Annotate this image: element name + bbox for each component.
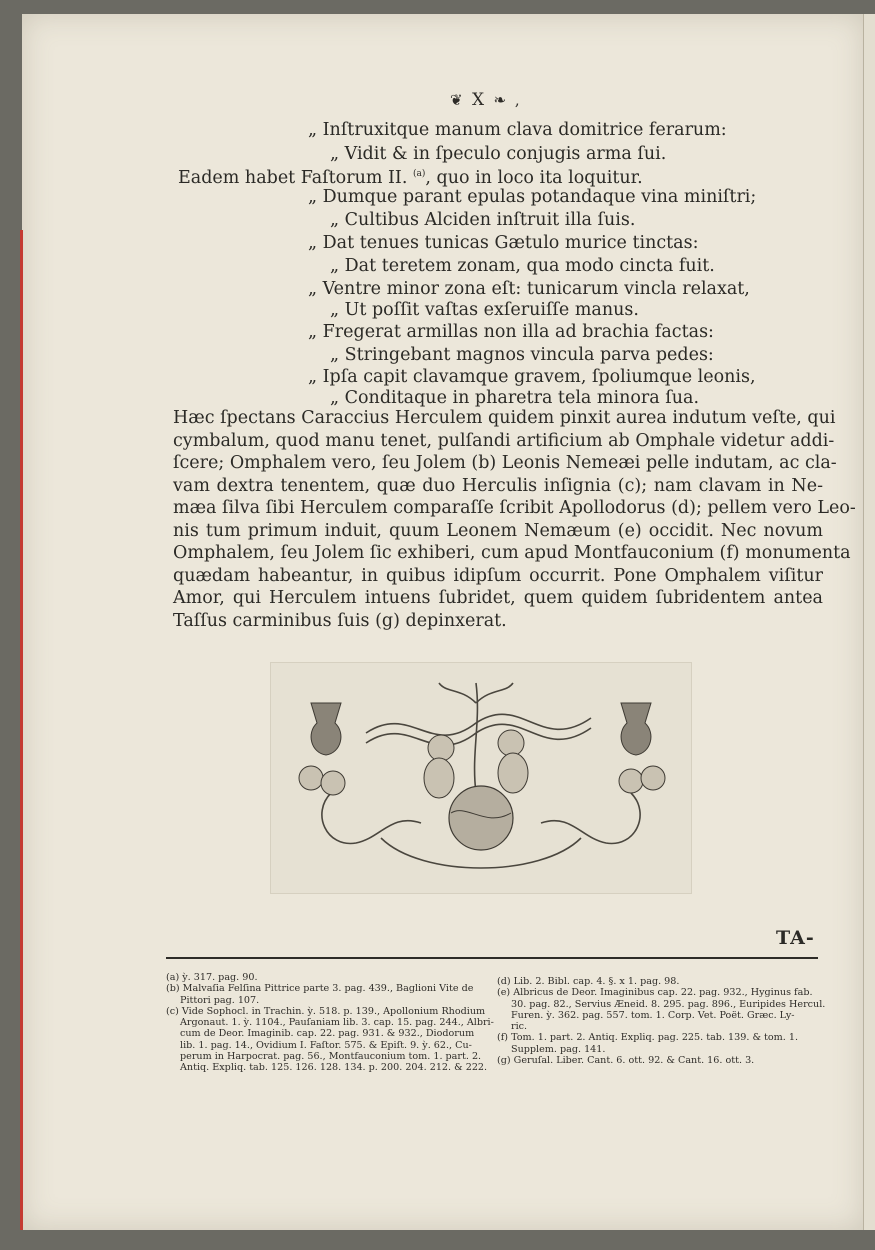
prose-line: nis tum primum induit, quum Leonem Nemæum (e) occidit. Nec novum [173, 520, 823, 541]
ornament-left-icon: ❦ [450, 91, 465, 109]
footnote-line: Furen. ỳ. 362. pag. 557. tom. 1. Corp. Vet. Poët. Græc. Ly- [511, 1009, 795, 1021]
vignette-image [271, 663, 691, 893]
footnote-line: Supplem. pag. 141. [511, 1043, 606, 1055]
footnote-line: Argonaut. 1. ỳ. 1104., Pauſaniam lib. 3. cap. 15. pag. 244., Albri- [180, 1017, 494, 1029]
footnote-line: (c) Vide Sophocl. in Trachin. ỳ. 518. p. 139., Apollonium Rhodium [166, 1005, 486, 1017]
footnote-line: cum de Deor. Imaginib. cap. 22. pag. 931. & 932., Diodorum [180, 1028, 475, 1040]
verse-line: „ Dumque parant epulas potandaque vina miniſtri; [308, 187, 757, 207]
page-number: X [471, 90, 487, 110]
commentary-paragraph [173, 407, 856, 632]
prose-line: quædam habeantur, in quibus idipſum occurrit. Pone Omphalem viſitur [173, 565, 823, 586]
verse-line: „ Vidit & in ſpeculo conjugis arma ſui. [330, 144, 667, 164]
footnote-line: (g) Geruſal. Liber. Cant. 6. ott. 92. & Cant. 16. ott. 3. [497, 1055, 755, 1067]
prose-line: Omphalem, ſeu Jolem ſic exhiberi, cum apud Montfauconium (f) monumenta [173, 543, 851, 563]
footnotes-left-column [166, 972, 494, 1074]
footnote-line: perum in Harpocrat. pag. 56., Montfauconium tom. 1. part. 2. [180, 1051, 482, 1063]
page-edge-red [20, 230, 23, 1230]
footnotes-right-column [497, 976, 825, 1066]
page-edge-right [863, 14, 875, 1230]
footnote-line: Pittori pag. 107. [180, 994, 260, 1006]
footnote-line: (d) Lib. 2. Bibl. cap. 4. §. x 1. pag. 98. [497, 976, 680, 987]
footnote-line: Antiq. Expliq. tab. 125. 126. 128. 134. p. 200. 204. 212. & 222. [180, 1062, 488, 1074]
verse-line: „ Cultibus Alciden inſtruit illa ſuis. [330, 210, 636, 230]
footnote-line: (e) Albricus de Deor. Imaginibus cap. 22. pag. 932., Hyginus fab. [497, 987, 813, 999]
prose-line: Taſſus carminibus ſuis (g) depinxerat. [173, 610, 507, 631]
ornament-right-icon: ❧ , [493, 91, 522, 109]
footnote-line: (f) Tom. 1. part. 2. Antiq. Expliq. pag. 225. tab. 139. & tom. 1. [497, 1032, 799, 1044]
footnote-line: ric. [511, 1021, 528, 1033]
footnote-line: 30. pag. 82., Servius Æneid. 8. 295. pag. 896., Euripides Hercul. [511, 998, 826, 1010]
verse-line: „ Ventre minor zona eſt: tunicarum vincla relaxat, [308, 279, 750, 299]
footnote-ref: (a) [412, 169, 426, 179]
prose-line: mæa ſilva ſibi Herculem comparaſſe ſcribit Apollodorus (d); pellem vero Leo- [173, 498, 856, 518]
prose-line: cymbalum, quod manu tenet, pulſandi artificium ab Omphale videtur addi- [173, 430, 835, 451]
intro-text: Eadem habet Faſtorum II. [178, 167, 408, 188]
verse-line: „ Conditaque in pharetra tela minora ſua. [330, 388, 700, 408]
prose-line: vam dextra tenentem, quæ duo Herculis inſignia (c); nam clavam in Ne- [173, 475, 823, 496]
verse-line: „ Inſtruxitque manum clava domitrice ferarum: [308, 120, 727, 140]
prose-line: Amor, qui Herculem intuens ſubridet, quem quidem ſubridentem antea [173, 588, 823, 608]
engraved-vignette [270, 662, 692, 894]
verse-line: „ Stringebant magnos vincula parva pedes: [330, 345, 714, 365]
footnote-line: (b) Malvaſia Felſina Pittrice parte 3. pag. 439., Baglioni Vite de [166, 983, 474, 995]
verse-line: „ Ut poſſit vaſtas exſeruiſſe manus. [330, 300, 639, 320]
footnote-line: lib. 1. pag. 14., Ovidium I. Faſtor. 575. & Epiſt. 9. ỳ. 62., Cu- [180, 1039, 472, 1051]
page-header [450, 90, 570, 110]
catchword: TA- [776, 927, 815, 949]
prose-line: ſcere; Omphalem vero, ſeu Jolem (b) Leonis Nemeæi pelle indutam, ac cla- [173, 453, 837, 473]
verse-line: „ Fregerat armillas non illa ad brachia factas: [308, 322, 714, 342]
verse-line: „ Dat teretem zonam, qua modo cincta fuit. [330, 256, 715, 276]
verse-line: „ Dat tenues tunicas Gætulo murice tinctas: [308, 233, 699, 253]
intro-text-end: , quo in loco ita loquitur. [425, 167, 643, 188]
footnote-line: (a) ỳ. 317. pag. 90. [166, 972, 258, 983]
prose-line: Hæc ſpectans Caraccius Herculem quidem pinxit aurea indutum veſte, qui [173, 408, 836, 428]
footnote-rule [166, 957, 818, 959]
verse-line: „ Ipſa capit clavamque gravem, ſpoliumque leonis, [308, 367, 756, 387]
